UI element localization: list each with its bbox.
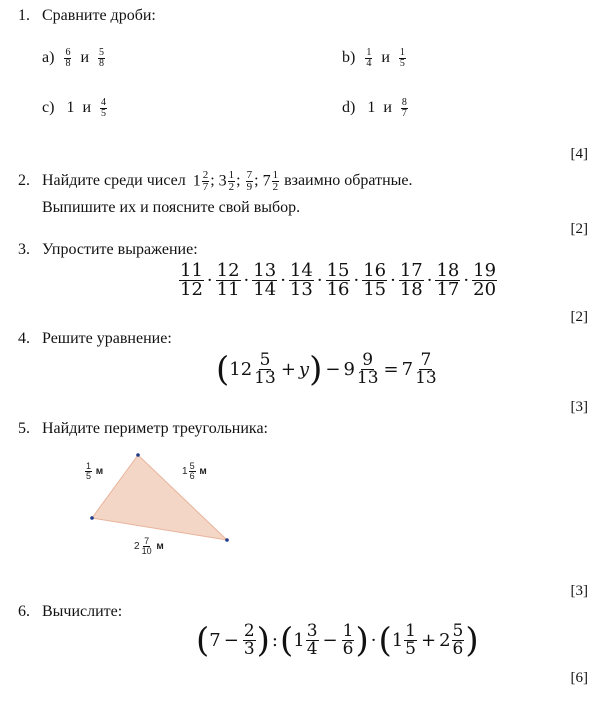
equals-sign: =	[383, 359, 399, 380]
whole-number: 1	[367, 99, 376, 116]
fraction: $\frac{14}{13}$	[289, 260, 313, 300]
fraction: $\frac{2}{3}$	[243, 621, 255, 659]
fraction: $\frac{6}{8}$	[65, 46, 71, 69]
multiply-dot: ·	[316, 270, 323, 291]
colon-sign: :	[271, 630, 278, 651]
q6-text: Вычислите:	[42, 603, 123, 620]
whole-number: 1	[391, 630, 404, 651]
side-label-bottom: 2 $\frac{7}{10}$ м	[134, 536, 164, 556]
conjunction: и	[383, 99, 392, 116]
q6-expression	[196, 620, 479, 661]
plus-sign: +	[421, 630, 437, 651]
conjunction: и	[80, 49, 89, 66]
q1-marks: [4]	[570, 146, 588, 162]
multiply-dot: ·	[463, 270, 470, 291]
q2-marks: [2]	[570, 221, 588, 237]
item-label: a)	[42, 49, 55, 66]
fraction: $\frac{1}{4}$	[366, 46, 372, 69]
close-paren: )	[355, 620, 369, 661]
plus-sign: +	[280, 359, 296, 380]
item-label: d)	[342, 99, 356, 116]
conjunction: и	[82, 99, 91, 116]
item-label: c)	[42, 99, 55, 116]
item-label: b)	[342, 49, 356, 66]
q2-text-before: Найдите среди чисел	[42, 172, 186, 189]
close-paren: )	[465, 620, 479, 661]
fraction: $\frac{17}{18}$	[399, 260, 423, 300]
q2-text-after: взаимно обратные.	[284, 172, 413, 189]
open-paren: (	[216, 349, 230, 390]
whole-number: 7	[209, 630, 221, 651]
separator: ;	[236, 172, 241, 189]
whole-number: 7	[401, 359, 414, 380]
fraction: $\frac{5}{6}$	[452, 621, 464, 659]
multiply-dot: ·	[243, 270, 250, 291]
q1-number: 1.	[18, 7, 30, 24]
q4-number: 4.	[18, 330, 30, 347]
fraction: $\frac{15}{16}$	[326, 260, 350, 300]
q2-number-2: 3 $\frac{1}{2}$	[218, 168, 235, 193]
fraction: $\frac{4}{5}$	[101, 96, 106, 119]
q4-marks: [3]	[570, 399, 588, 415]
minus-sign: −	[322, 630, 338, 651]
open-paren: (	[196, 620, 210, 661]
side-label-left: $\frac{1}{5}$ м	[86, 461, 104, 481]
side-label-right: 1 $\frac{5}{6}$ м	[182, 461, 207, 481]
vertex-left	[90, 516, 94, 520]
separator: ;	[254, 172, 259, 189]
q6-number: 6.	[18, 603, 30, 620]
q6-marks: [6]	[570, 670, 588, 686]
fraction: $\frac{16}{15}$	[363, 260, 387, 300]
fraction: $\frac{9}{13}$	[356, 350, 379, 388]
q5-number: 5.	[18, 420, 30, 437]
fraction: $\frac{5}{8}$	[99, 46, 104, 69]
q1-text: Сравните дроби:	[42, 7, 156, 24]
fraction: $\frac{13}{14}$	[253, 260, 277, 300]
multiply-dot: ·	[426, 270, 433, 291]
q2-line2: Выпишите их и поясните свой выбор.	[42, 199, 301, 216]
multiply-dot: ·	[280, 270, 286, 291]
q2-number-3: $\frac{7}{9}$	[246, 168, 253, 193]
q2-number-4: 7 $\frac{1}{2}$	[262, 168, 279, 193]
q3-text: Упростите выражение:	[42, 241, 198, 258]
fraction: $\frac{11}{12}$	[180, 260, 203, 300]
fraction: $\frac{1}{5}$	[399, 46, 405, 69]
minus-sign: −	[223, 630, 239, 651]
fraction: $\frac{12}{11}$	[216, 260, 240, 300]
q3-marks: [2]	[570, 309, 588, 325]
separator: ;	[210, 172, 215, 189]
vertex-top	[136, 453, 140, 457]
fraction: $\frac{3}{4}$	[306, 621, 318, 659]
q6-heading	[18, 602, 122, 622]
close-paren: )	[309, 349, 323, 390]
q3-number: 3.	[18, 241, 30, 258]
variable: y	[298, 359, 310, 380]
q5-text: Найдите периметр треугольника:	[42, 420, 268, 437]
whole-number: 1	[293, 630, 305, 651]
fraction: $\frac{18}{17}$	[436, 260, 460, 300]
vertex-right	[225, 538, 229, 542]
open-paren: (	[279, 620, 294, 661]
multiply-dot: ·	[370, 630, 377, 651]
whole-number: 12	[229, 359, 253, 380]
open-paren: (	[378, 620, 392, 661]
q5-marks: [3]	[570, 583, 588, 599]
fraction: $\frac{5}{13}$	[254, 350, 276, 388]
whole-number: 1	[66, 99, 75, 116]
fraction: $\frac{8}{7}$	[401, 96, 407, 119]
multiply-dot: ·	[390, 270, 396, 291]
whole-number: 2	[439, 630, 451, 651]
fraction: $\frac{7}{13}$	[415, 350, 437, 388]
fraction: $\frac{1}{6}$	[342, 621, 354, 659]
fraction: $\frac{1}{5}$	[405, 621, 416, 659]
multiply-dot: ·	[206, 270, 213, 291]
conjunction: и	[381, 49, 390, 66]
q2-number-1: 1 $\frac{2}{7}$	[192, 168, 209, 193]
whole-number: 9	[343, 359, 355, 380]
fraction: $\frac{19}{20}$	[473, 260, 497, 300]
q2-number: 2.	[18, 172, 30, 189]
q4-text: Решите уравнение:	[42, 330, 172, 347]
close-paren: )	[256, 620, 270, 661]
minus-sign: −	[325, 359, 341, 380]
multiply-dot: ·	[353, 270, 360, 291]
